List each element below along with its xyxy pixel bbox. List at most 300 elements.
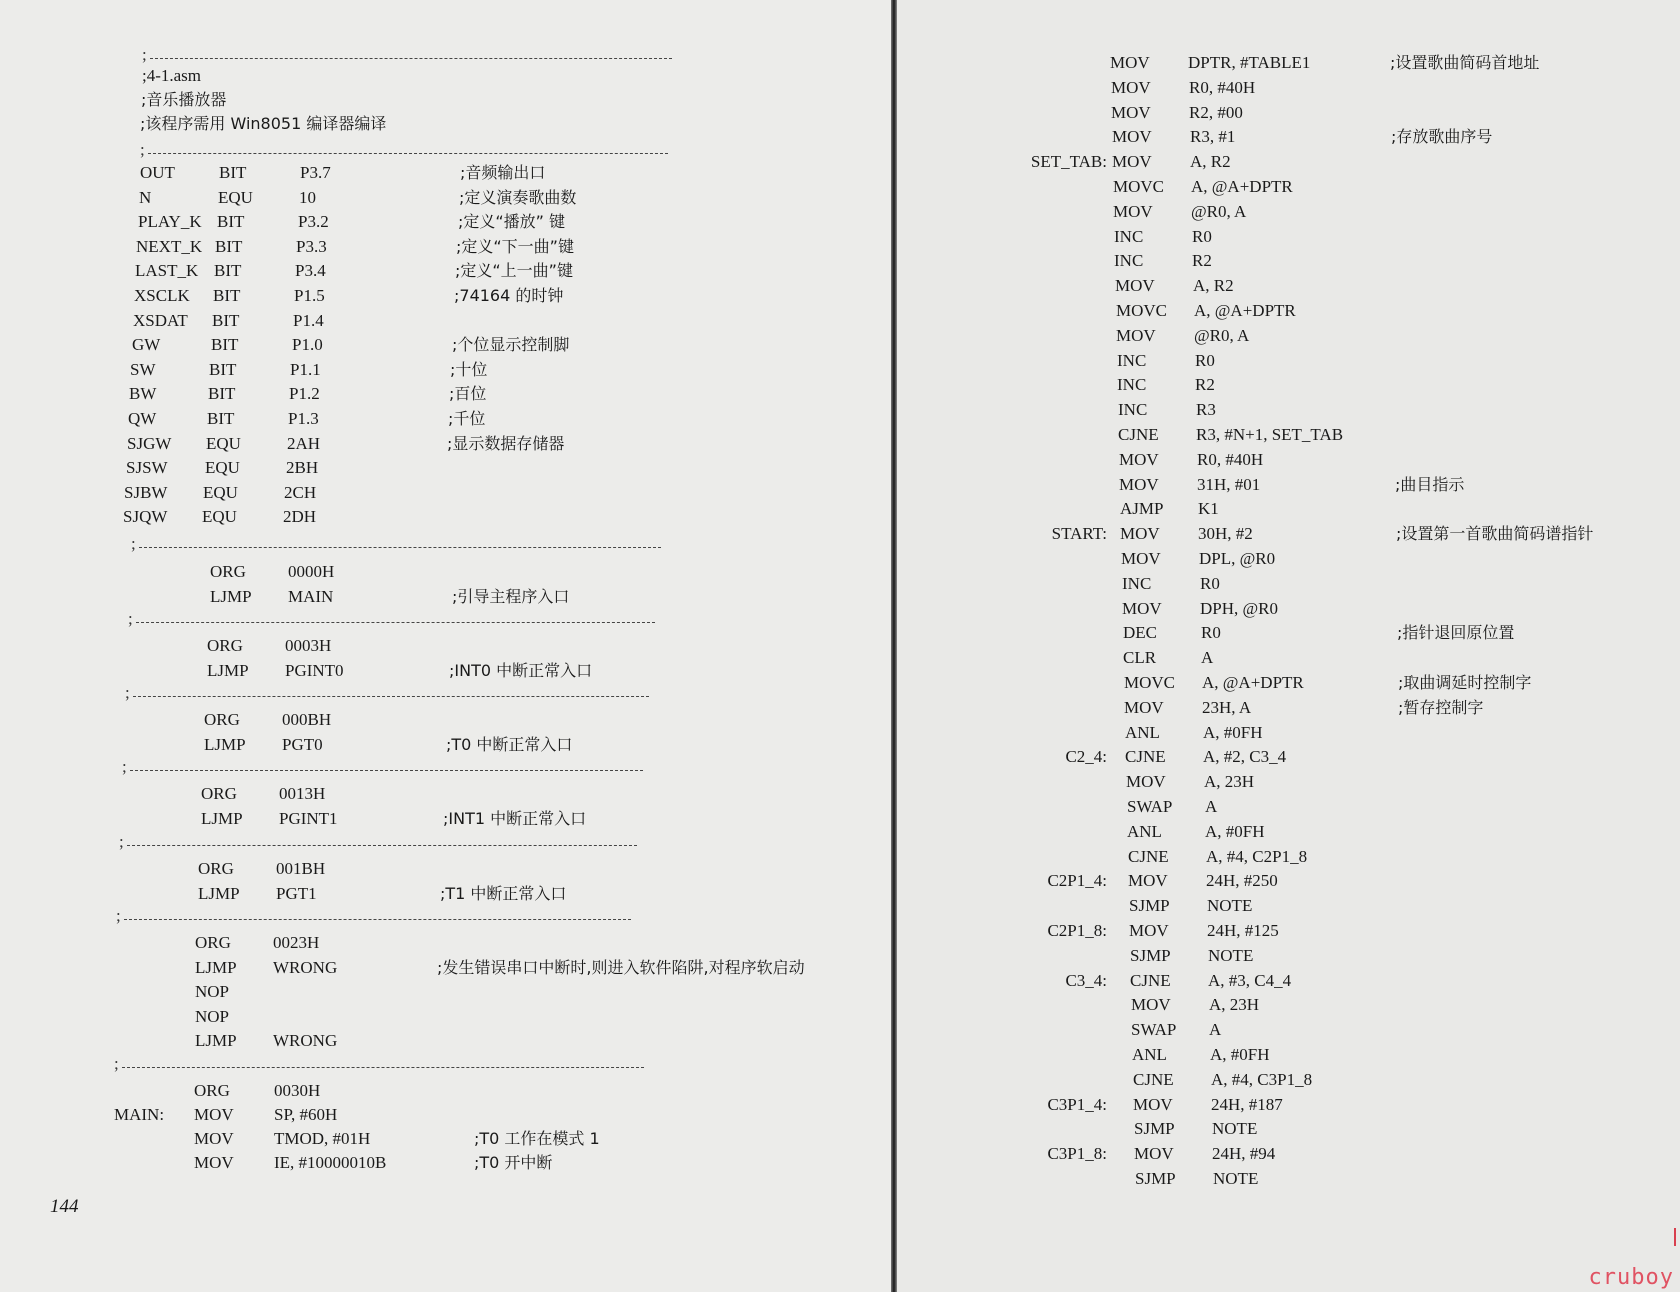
symbol-value: 2CH xyxy=(284,482,317,502)
code-line xyxy=(0,585,893,609)
code-line xyxy=(897,993,1680,1017)
code-line xyxy=(897,448,1680,472)
directive: EQU xyxy=(202,507,237,527)
mnemonic: MOV xyxy=(1126,772,1166,792)
line-comment: ;发生错误串口中断时,则进入软件陷阱,对程序软启动 xyxy=(437,957,805,977)
separator-semicolon: ; xyxy=(114,1055,119,1073)
line-comment: ;引导主程序入口 xyxy=(452,586,570,606)
operand: TMOD, #01H xyxy=(274,1129,371,1148)
code-label: START: xyxy=(1051,524,1107,544)
header-comment: ;4-1.asm xyxy=(142,66,202,85)
mnemonic: MOV xyxy=(1131,995,1171,1015)
operand: 30H, #2 xyxy=(1198,524,1253,544)
symbol-name: OUT xyxy=(140,163,175,182)
operand: IE, #10000010B xyxy=(274,1153,387,1172)
code-line xyxy=(0,1079,893,1103)
line-comment: ;T1 中断正常入口 xyxy=(440,883,567,903)
code-line xyxy=(897,894,1680,918)
operand: R3, #1 xyxy=(1190,127,1236,147)
code-line xyxy=(897,175,1680,199)
operand: PGT0 xyxy=(282,734,323,754)
symbol-name: LAST_K xyxy=(135,261,199,281)
mnemonic: LJMP xyxy=(210,586,252,606)
mnemonic: LJMP xyxy=(198,883,240,903)
code-line xyxy=(897,497,1680,521)
separator-dashes xyxy=(148,153,668,154)
code-label: C2_4: xyxy=(1065,747,1107,767)
code-line xyxy=(0,1151,893,1175)
separator-semicolon: ; xyxy=(142,46,147,64)
directive: BIT xyxy=(211,335,239,355)
mnemonic: AJMP xyxy=(1120,499,1164,519)
mnemonic: SJMP xyxy=(1130,945,1171,965)
definition-line xyxy=(0,333,893,357)
separator-semicolon: ; xyxy=(140,141,145,159)
symbol-name: PLAY_K xyxy=(138,212,202,232)
mnemonic: MOV xyxy=(1129,921,1169,940)
separator-dashes xyxy=(130,770,643,771)
code-line xyxy=(897,572,1680,596)
operand: 31H, #01 xyxy=(1197,474,1261,494)
operand: PGINT0 xyxy=(285,660,344,680)
mnemonic: LJMP xyxy=(204,734,246,754)
code-line xyxy=(897,969,1680,993)
operand: A xyxy=(1201,648,1214,668)
operand: NOTE xyxy=(1212,1119,1258,1139)
operand: R0 xyxy=(1200,573,1220,593)
mnemonic: MOV xyxy=(1120,524,1160,544)
code-line xyxy=(897,1117,1680,1141)
operand: 24H, #187 xyxy=(1211,1094,1283,1114)
code-line xyxy=(897,770,1680,794)
code-line xyxy=(897,1043,1680,1067)
operand: MAIN xyxy=(288,586,334,606)
code-line xyxy=(897,274,1680,298)
header-line xyxy=(0,88,893,112)
code-label: C3_4: xyxy=(1065,970,1107,990)
symbol-value: 10 xyxy=(299,187,316,207)
operand: 24H, #94 xyxy=(1212,1144,1276,1164)
code-line xyxy=(897,671,1680,695)
directive: BIT xyxy=(212,310,240,330)
symbol-value: 2BH xyxy=(286,458,319,478)
code-line xyxy=(897,51,1680,75)
mnemonic: ORG xyxy=(207,636,243,655)
mnemonic: ORG xyxy=(210,562,246,581)
operand: R0, #40H xyxy=(1189,77,1256,97)
operand: R0 xyxy=(1192,226,1212,246)
operand: A, R2 xyxy=(1190,152,1231,172)
code-line xyxy=(897,869,1680,893)
line-comment: ;暂存控制字 xyxy=(1398,697,1484,717)
code-line xyxy=(0,733,893,757)
code-line xyxy=(897,1068,1680,1092)
operand: WRONG xyxy=(273,1031,338,1051)
symbol-name: SJSW xyxy=(126,458,168,478)
mnemonic: MOV xyxy=(194,1105,234,1124)
mnemonic: INC xyxy=(1114,226,1144,246)
symbol-value: 2DH xyxy=(283,507,317,527)
symbol-name: SJGW xyxy=(127,433,172,453)
mnemonic: MOV xyxy=(1134,1144,1174,1164)
directive: BIT xyxy=(219,163,247,182)
header-line xyxy=(0,64,893,88)
definition-line xyxy=(0,284,893,308)
code-line xyxy=(0,634,893,658)
separator-dashes xyxy=(124,919,631,920)
code-line xyxy=(897,795,1680,819)
mnemonic: LJMP xyxy=(195,957,237,977)
mnemonic: SJMP xyxy=(1129,896,1170,916)
separator-dashes xyxy=(150,58,672,59)
operand: DPTR, #TABLE1 xyxy=(1188,53,1311,72)
code-label: MAIN: xyxy=(114,1105,165,1124)
code-line xyxy=(897,944,1680,968)
directive: BIT xyxy=(207,409,235,428)
definition-line xyxy=(0,432,893,456)
mnemonic: SJMP xyxy=(1135,1169,1176,1188)
definition-line xyxy=(0,235,893,259)
operand: WRONG xyxy=(273,957,338,977)
line-comment: ;INT0 中断正常入口 xyxy=(449,660,593,680)
operand: NOTE xyxy=(1208,945,1254,965)
separator-dashes xyxy=(136,622,655,623)
definition-line xyxy=(0,456,893,480)
mnemonic: SWAP xyxy=(1131,1020,1177,1040)
operand: A, #0FH xyxy=(1203,722,1263,742)
header-comment: ;音乐播放器 xyxy=(141,90,227,109)
mnemonic: CJNE xyxy=(1133,1069,1174,1089)
separator-semicolon: ; xyxy=(122,758,127,776)
mnemonic: INC xyxy=(1117,375,1147,395)
mnemonic: MOV xyxy=(1122,598,1162,618)
code-line xyxy=(897,820,1680,844)
separator-semicolon: ; xyxy=(116,907,121,925)
definition-line xyxy=(0,407,893,431)
operand: PGINT1 xyxy=(279,808,338,828)
code-line xyxy=(0,1103,893,1127)
code-line xyxy=(897,373,1680,397)
code-label: C3P1_4: xyxy=(1047,1094,1107,1114)
mnemonic: ORG xyxy=(194,1081,230,1100)
code-label: C2P1_4: xyxy=(1047,871,1107,891)
directive: EQU xyxy=(218,187,253,207)
mnemonic: ORG xyxy=(198,859,234,878)
definition-line xyxy=(0,186,893,210)
operand: R2 xyxy=(1195,375,1215,395)
operand: 23H, A xyxy=(1202,697,1252,717)
separator-rule xyxy=(119,833,637,857)
directive: BIT xyxy=(215,236,243,256)
operand: @R0, A xyxy=(1194,325,1250,345)
code-line xyxy=(0,1029,893,1053)
mnemonic: MOV xyxy=(1112,127,1152,147)
line-comment: ;千位 xyxy=(448,409,486,428)
symbol-name: XSCLK xyxy=(134,286,190,305)
symbol-value: P1.4 xyxy=(293,310,324,330)
separator-semicolon: ; xyxy=(125,684,130,702)
operand: DPH, @R0 xyxy=(1200,598,1279,618)
code-line xyxy=(897,621,1680,645)
line-comment: ;存放歌曲序号 xyxy=(1391,127,1493,147)
symbol-name: QW xyxy=(128,409,157,428)
operand: R3, #N+1, SET_TAB xyxy=(1196,425,1344,444)
operand: R2, #00 xyxy=(1189,102,1243,122)
right-page xyxy=(897,0,1680,1292)
symbol-name: N xyxy=(139,187,152,207)
operand: A, #3, C4_4 xyxy=(1208,970,1292,990)
operand: R3 xyxy=(1196,400,1216,420)
mnemonic: LJMP xyxy=(201,808,243,828)
mnemonic: MOV xyxy=(1112,152,1152,172)
code-line xyxy=(897,919,1680,943)
mnemonic: NOP xyxy=(195,982,230,1002)
operand: 0013H xyxy=(279,784,326,803)
separator-dashes xyxy=(127,845,637,846)
definition-line xyxy=(0,382,893,406)
operand: A, #0FH xyxy=(1210,1045,1270,1064)
mnemonic: INC xyxy=(1117,350,1147,370)
line-comment: ;74164 的时钟 xyxy=(454,286,564,305)
mnemonic: INC xyxy=(1118,400,1148,420)
mnemonic: CJNE xyxy=(1128,846,1169,866)
definition-line xyxy=(0,481,893,505)
directive: BIT xyxy=(213,286,241,305)
directive: BIT xyxy=(217,212,245,232)
mnemonic: INC xyxy=(1122,573,1152,593)
operand: A, R2 xyxy=(1193,276,1234,296)
directive: BIT xyxy=(208,384,236,404)
code-line xyxy=(0,980,893,1004)
code-line xyxy=(897,721,1680,745)
watermark: cruboy xyxy=(1588,1265,1674,1290)
code-line xyxy=(897,150,1680,174)
line-comment: ;个位显示控制脚 xyxy=(452,335,570,355)
mnemonic: MOV xyxy=(1116,325,1156,345)
operand: NOTE xyxy=(1207,896,1253,916)
code-line xyxy=(0,1005,893,1029)
mnemonic: MOV xyxy=(1111,102,1151,122)
directive: BIT xyxy=(209,359,237,379)
code-line xyxy=(0,807,893,831)
line-comment: ;T0 工作在模式 1 xyxy=(474,1129,600,1148)
definition-line xyxy=(0,309,893,333)
code-line xyxy=(0,882,893,906)
operand: PGT1 xyxy=(276,883,317,903)
separator-semicolon: ; xyxy=(119,833,124,851)
code-label: C2P1_8: xyxy=(1047,921,1107,940)
separator-semicolon: ; xyxy=(131,535,136,553)
definition-line xyxy=(0,259,893,283)
mnemonic: CJNE xyxy=(1118,425,1159,444)
mnemonic: MOV xyxy=(194,1129,234,1148)
mnemonic: ANL xyxy=(1125,722,1160,742)
operand: SP, #60H xyxy=(274,1105,338,1124)
symbol-value: 2AH xyxy=(287,433,321,453)
code-line xyxy=(0,782,893,806)
separator-rule xyxy=(116,907,631,931)
symbol-value: P3.2 xyxy=(298,212,329,232)
code-line xyxy=(897,101,1680,125)
code-line xyxy=(897,845,1680,869)
line-comment: ;T0 中断正常入口 xyxy=(446,734,573,754)
mnemonic: MOV xyxy=(1119,474,1159,494)
operand: K1 xyxy=(1198,499,1219,519)
symbol-name: SW xyxy=(130,359,156,379)
operand: A, #0FH xyxy=(1205,821,1265,841)
symbol-value: P1.2 xyxy=(289,384,320,404)
operand: 0030H xyxy=(274,1081,321,1100)
code-line xyxy=(897,249,1680,273)
separator-rule xyxy=(128,610,655,634)
mnemonic: ANL xyxy=(1127,821,1162,841)
operand: 0000H xyxy=(288,562,335,581)
symbol-value: P3.7 xyxy=(300,163,331,182)
operand: A, #4, C3P1_8 xyxy=(1211,1069,1313,1089)
line-comment: ;定义“播放” 键 xyxy=(458,212,566,232)
operand: A, #2, C3_4 xyxy=(1203,747,1287,767)
symbol-value: P1.3 xyxy=(288,409,319,428)
header-comment: ;该程序需用 Win8051 编译器编译 xyxy=(140,114,387,133)
separator-rule xyxy=(122,758,643,782)
mnemonic: SJMP xyxy=(1134,1119,1175,1139)
operand: A, #4, C2P1_8 xyxy=(1206,846,1308,866)
symbol-name: XSDAT xyxy=(133,310,188,330)
operand: 24H, #125 xyxy=(1207,921,1279,940)
mnemonic: CLR xyxy=(1123,648,1157,668)
code-line xyxy=(897,76,1680,100)
operand: R2 xyxy=(1192,251,1212,271)
code-line xyxy=(897,349,1680,373)
code-line xyxy=(0,659,893,683)
mnemonic: MOVC xyxy=(1113,177,1165,196)
operand: 0023H xyxy=(273,933,320,952)
operand: A, @A+DPTR xyxy=(1194,301,1296,320)
operand: R0, #40H xyxy=(1197,449,1264,469)
mnemonic: LJMP xyxy=(195,1031,237,1051)
mnemonic: MOV xyxy=(1113,201,1153,221)
symbol-value: P3.3 xyxy=(296,236,327,256)
line-comment: ;T0 开中断 xyxy=(474,1153,553,1172)
separator-rule xyxy=(125,684,649,708)
code-line xyxy=(897,696,1680,720)
code-label: SET_TAB: xyxy=(1030,152,1107,172)
operand: A xyxy=(1209,1020,1222,1040)
operand: 000BH xyxy=(282,710,332,729)
mnemonic: MOV xyxy=(1115,276,1155,296)
separator-semicolon: ; xyxy=(128,610,133,628)
code-line xyxy=(897,473,1680,497)
code-line xyxy=(897,200,1680,224)
line-comment: ;定义“下一曲”键 xyxy=(456,236,574,256)
definition-line xyxy=(0,210,893,234)
code-line xyxy=(0,708,893,732)
mnemonic: LJMP xyxy=(207,660,249,680)
mnemonic: DEC xyxy=(1123,623,1157,643)
code-line xyxy=(897,597,1680,621)
mnemonic: MOV xyxy=(194,1153,234,1172)
mnemonic: MOV xyxy=(1110,53,1150,72)
code-label: C3P1_8: xyxy=(1047,1144,1107,1164)
mnemonic: MOV xyxy=(1124,697,1164,717)
mnemonic: NOP xyxy=(195,1006,230,1026)
code-line xyxy=(897,1018,1680,1042)
symbol-name: BW xyxy=(129,384,157,404)
code-line xyxy=(0,956,893,980)
operand: @R0, A xyxy=(1191,201,1247,221)
separator-dashes xyxy=(133,696,649,697)
code-line xyxy=(897,398,1680,422)
operand: A, @A+DPTR xyxy=(1202,673,1304,692)
separator-rule xyxy=(114,1055,644,1079)
watermark-bar xyxy=(1674,1228,1676,1246)
line-comment: ;定义“上一曲”键 xyxy=(455,261,573,281)
code-line xyxy=(897,125,1680,149)
operand: 001BH xyxy=(276,859,326,878)
mnemonic: MOV xyxy=(1119,449,1159,469)
code-line xyxy=(0,560,893,584)
definition-line xyxy=(0,358,893,382)
code-line xyxy=(897,225,1680,249)
line-comment: ;音频输出口 xyxy=(460,163,546,182)
separator-dashes xyxy=(139,547,661,548)
mnemonic: ORG xyxy=(204,710,240,729)
code-line xyxy=(897,299,1680,323)
directive: EQU xyxy=(205,458,240,478)
directive: EQU xyxy=(203,482,238,502)
operand: A, 23H xyxy=(1209,995,1260,1015)
mnemonic: CJNE xyxy=(1130,970,1171,990)
operand: A, 23H xyxy=(1204,772,1255,792)
mnemonic: MOV xyxy=(1133,1094,1173,1114)
code-line xyxy=(0,857,893,881)
code-line xyxy=(897,423,1680,447)
code-line xyxy=(897,522,1680,546)
symbol-name: SJBW xyxy=(124,482,168,502)
mnemonic: ORG xyxy=(201,784,237,803)
operand: 24H, #250 xyxy=(1206,871,1278,891)
code-line xyxy=(897,1093,1680,1117)
code-line xyxy=(0,1127,893,1151)
mnemonic: ANL xyxy=(1132,1045,1167,1064)
line-comment: ;指针退回原位置 xyxy=(1397,623,1515,643)
page-number: 144 xyxy=(50,1196,79,1217)
operand: R0 xyxy=(1201,623,1221,643)
separator-rule xyxy=(131,535,661,559)
mnemonic: MOV xyxy=(1121,549,1161,568)
code-line xyxy=(0,931,893,955)
mnemonic: MOVC xyxy=(1124,673,1176,692)
line-comment: ;取曲调延时控制字 xyxy=(1398,673,1532,692)
operand: A, @A+DPTR xyxy=(1191,177,1293,196)
code-line xyxy=(897,1167,1680,1191)
code-line xyxy=(897,1142,1680,1166)
mnemonic: MOV xyxy=(1128,871,1168,891)
mnemonic: MOVC xyxy=(1116,301,1168,320)
code-line xyxy=(897,745,1680,769)
symbol-value: P3.4 xyxy=(295,261,326,281)
symbol-value: P1.1 xyxy=(290,359,321,379)
symbol-value: P1.5 xyxy=(294,286,325,305)
line-comment: ;设置第一首歌曲简码谱指针 xyxy=(1396,524,1594,544)
mnemonic: ORG xyxy=(195,933,231,952)
code-line xyxy=(897,547,1680,571)
line-comment: ;定义演奏歌曲数 xyxy=(459,187,577,207)
line-comment: ;十位 xyxy=(450,359,488,379)
definition-line xyxy=(0,161,893,185)
separator-dashes xyxy=(122,1067,644,1068)
operand: NOTE xyxy=(1213,1169,1259,1188)
